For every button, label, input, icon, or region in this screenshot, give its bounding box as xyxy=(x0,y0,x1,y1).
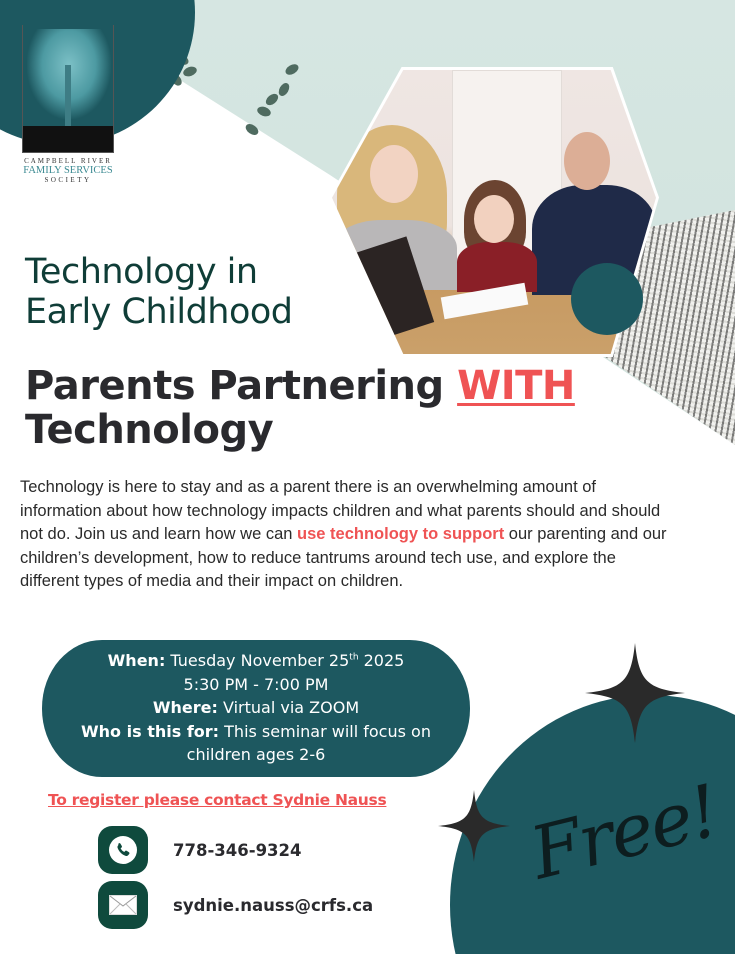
sparkle-icon xyxy=(585,643,685,743)
tree-logo-icon xyxy=(22,25,114,153)
when-suffix: th xyxy=(349,652,359,663)
register-link[interactable]: To register please contact Sydnie Nauss xyxy=(48,791,387,809)
who-label: Who is this for: xyxy=(81,721,220,741)
free-badge-text: Free! xyxy=(522,768,726,896)
title-part2: Technology xyxy=(25,407,274,453)
headline-line1: Technology in xyxy=(25,252,258,292)
teal-dot-decoration xyxy=(571,263,643,335)
mail-icon xyxy=(98,881,148,929)
logo-text-line1: CAMPBELL RIVER xyxy=(24,157,112,165)
where-label: Where: xyxy=(152,698,218,717)
phone-contact[interactable] xyxy=(98,826,302,874)
description-paragraph xyxy=(20,476,670,594)
sparkle-icon xyxy=(438,790,510,862)
event-time: 5:30 PM - 7:00 PM xyxy=(183,674,329,694)
description-highlight: use technology to support xyxy=(297,525,505,543)
when-value: Tuesday November 25 xyxy=(165,651,350,670)
where-value: Virtual via ZOOM xyxy=(217,698,360,717)
when-label: When: xyxy=(107,651,166,670)
email-address[interactable]: sydnie.nauss@crfs.ca xyxy=(173,895,374,915)
email-contact[interactable] xyxy=(98,881,373,929)
event-details-box xyxy=(42,640,470,777)
page-title xyxy=(25,364,665,452)
phone-number[interactable]: 778-346-9324 xyxy=(173,840,302,860)
who-value: This seminar will focus on children ages 2-6 xyxy=(186,721,431,764)
description-text-end: our parenting and our children’s development, how to reduce tantrums around tech use, and explore the different types of media and their impact on children. xyxy=(20,525,667,590)
organization-logo xyxy=(18,25,118,184)
event-when xyxy=(42,649,470,673)
logo-text-line3: SOCIETY xyxy=(44,176,92,184)
title-part1: Parents Partnering xyxy=(25,363,458,409)
event-where xyxy=(42,696,470,720)
title-accent: WITH xyxy=(457,363,575,409)
phone-icon xyxy=(98,826,148,874)
description-text: Technology is here to stay and as a parent there is an overwhelming amount of information about how technology impacts children and what parents should and should not do. Join us and learn how we can xyxy=(20,478,661,543)
headline xyxy=(25,252,293,332)
headline-line2: Early Childhood xyxy=(25,292,293,332)
logo-text-line2: FAMILY SERVICES xyxy=(23,165,113,176)
when-year: 2025 xyxy=(358,651,405,670)
event-audience xyxy=(42,720,470,767)
